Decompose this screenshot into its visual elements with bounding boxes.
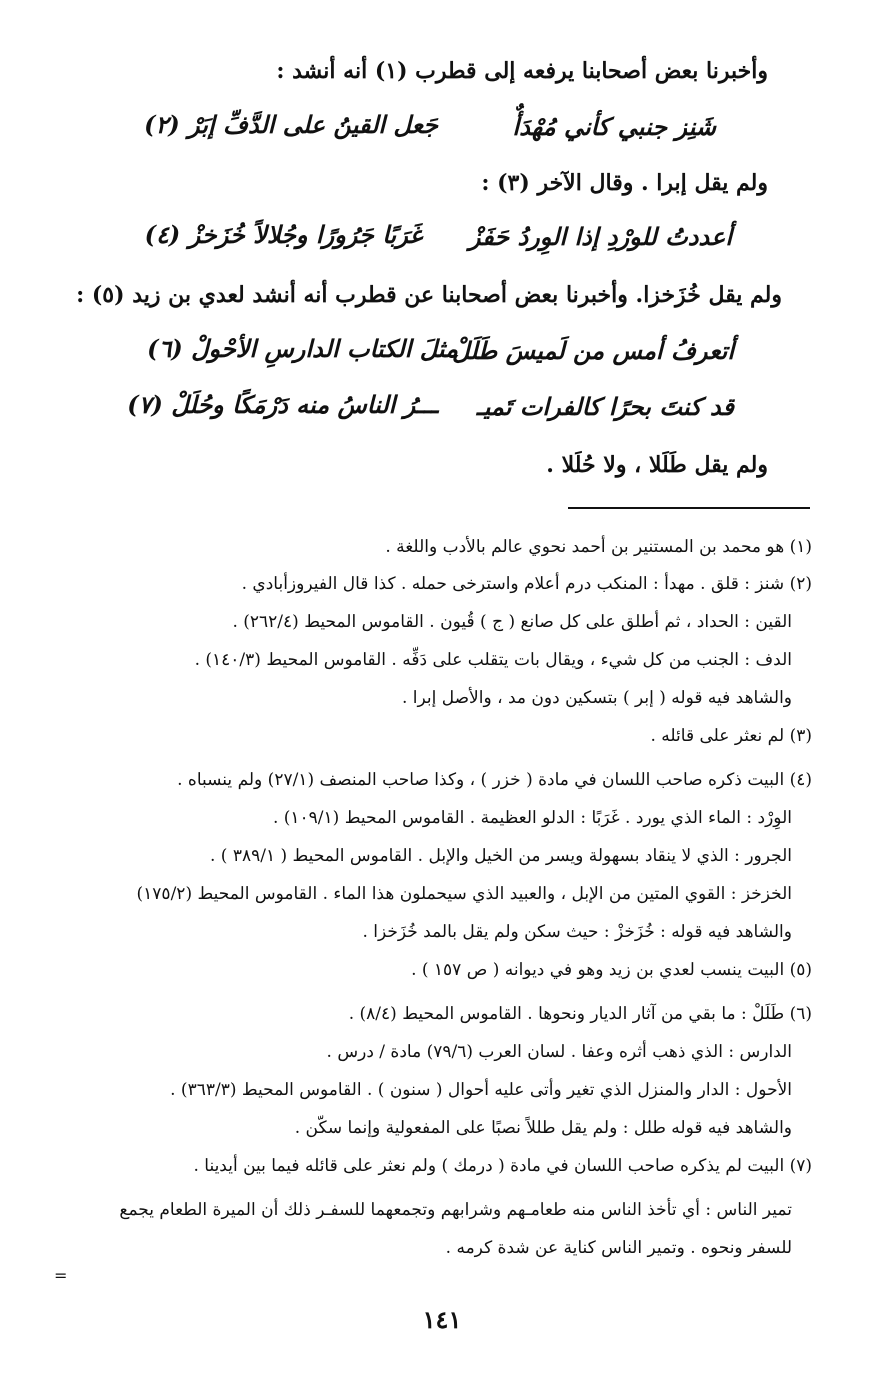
verse-2-hemistich-left: غَرَبًا جَرُورًا وجُلالاً خُزَخزْ (٤) bbox=[144, 220, 422, 249]
footnote-line: والشاهد فيه قوله ( إبر ) بتسكين دون مد ، والأصل إبرا . bbox=[401, 688, 792, 708]
footnote-line: الخزخز : القوي المتين من الإبل ، والعبيد الذي سيحملون هذا الماء . القاموس المحيط (١٧٥/٢) bbox=[136, 884, 792, 904]
verse-4-hemistich-left: ـــرُ الناسُ منه دَرْمَكًا وحُلَلْ (٧) bbox=[127, 390, 438, 419]
footnote-line: والشاهد فيه قوله : خُزَخزْ : حيث سكن ولم يقل بالمد خُزَخزا . bbox=[362, 922, 792, 942]
footnote-line: الوِرْد : الماء الذي يورد . غَرَبًا : الدلو العظيمة . القاموس المحيط (١٠٩/١) . bbox=[272, 808, 792, 828]
page-number: ١٤١ bbox=[422, 1305, 462, 1334]
main-line-4: ولم يقل طَلَلا ، ولا حُلَلا . bbox=[546, 452, 768, 478]
footnote-line: الدارس : الذي ذهب أثره وعفا . لسان العرب (٧٩/٦) مادة / درس . bbox=[326, 1042, 792, 1062]
footnote-line: الأحول : الدار والمنزل الذي تغير وأتى عليه أحوال ( سنون ) . القاموس المحيط (٣٦٣/٣) . bbox=[170, 1080, 792, 1100]
verse-3-hemistich-left: مثلَ الكتاب الدارسِ الأحْولْ (٦) bbox=[147, 334, 458, 363]
footnote-line: (٤) البيت ذكره صاحب اللسان في مادة ( خزر ) ، وكذا صاحب المنصف (٢٧/١) ولم ينسباه . bbox=[177, 770, 812, 790]
footnote-separator-rule bbox=[568, 507, 810, 509]
verse-3-hemistich-right: أتعرفُ أمس من لَميسَ طَلَلْ bbox=[452, 336, 734, 365]
main-line-2: ولم يقل إبرا . وقال الآخر (٣) : bbox=[481, 170, 768, 196]
verse-1-hemistich-right: شَنِز جنبي كأني مُهْدَأٌ bbox=[512, 112, 716, 141]
footnote-line: والشاهد فيه قوله طلل : ولم يقل طللاً نصبًا على المفعولية وإنما سكّن . bbox=[294, 1118, 792, 1138]
footnote-line: للسفر ونحوه . وتمير الناس كناية عن شدة كرمه . bbox=[445, 1238, 792, 1258]
footnote-line: الجرور : الذي لا ينقاد بسهولة ويسر من الخيل والإبل . القاموس المحيط ( ٣٨٩/١ ) . bbox=[210, 846, 792, 866]
footnote-line: (٢) شنز : قلق . مهدأ : المنكب درم أعلام واسترخى حمله . كذا قال الفيروزأبادي . bbox=[241, 574, 812, 594]
main-line-1: وأخبرنا بعض أصحابنا يرفعه إلى قطرب (١) أنه أنشد : bbox=[276, 58, 768, 84]
footnote-line: القين : الحداد ، ثم أطلق على كل صانع ( ج ) قُيون . القاموس المحيط (٢٦٢/٤) . bbox=[232, 612, 792, 632]
verse-4-hemistich-right: قد كنتَ بحرًا كالفرات تَميـ bbox=[476, 392, 734, 421]
footnote-line: (٣) لم نعثر على قائله . bbox=[650, 726, 812, 746]
footnote-line: (٥) البيت ينسب لعدي بن زيد وهو في ديوانه ( ص ١٥٧ ) . bbox=[411, 960, 812, 980]
footnote-line: (٧) البيت لم يذكره صاحب اللسان في مادة ( درمك ) ولم نعثر على قائله فيما بين أيدينا . bbox=[193, 1156, 812, 1176]
footnote-line: (١) هو محمد بن المستنير بن أحمد نحوي عالم بالأدب واللغة . bbox=[385, 537, 812, 557]
main-line-3: ولم يقل خُزَخزا. وأخبرنا بعض أصحابنا عن قطرب أنه أنشد لعدي بن زيد (٥) : bbox=[76, 282, 782, 308]
footnote-line: تمير الناس : أي تأخذ الناس منه طعامـهم وشرابهم وتجمعهما للسفـر ذلك أن الميرة الطعام يجمع bbox=[119, 1200, 792, 1220]
verse-1-hemistich-left: جَعل القينُ على الدَّفِّ إبَرْ (٢) bbox=[144, 110, 438, 139]
verse-2-hemistich-right: أعددتُ للورْدِ إذا الوِردُ حَفَزْ bbox=[468, 222, 732, 251]
footnote-line: (٦) طَلَلْ : ما بقي من آثار الديار ونحوها . القاموس المحيط (٨/٤) . bbox=[348, 1004, 812, 1024]
footnote-line: الدف : الجنب من كل شيء ، ويقال بات يتقلب على دَفِّه . القاموس المحيط (١٤٠/٣) . bbox=[194, 650, 792, 670]
margin-mark: = bbox=[54, 1266, 68, 1285]
